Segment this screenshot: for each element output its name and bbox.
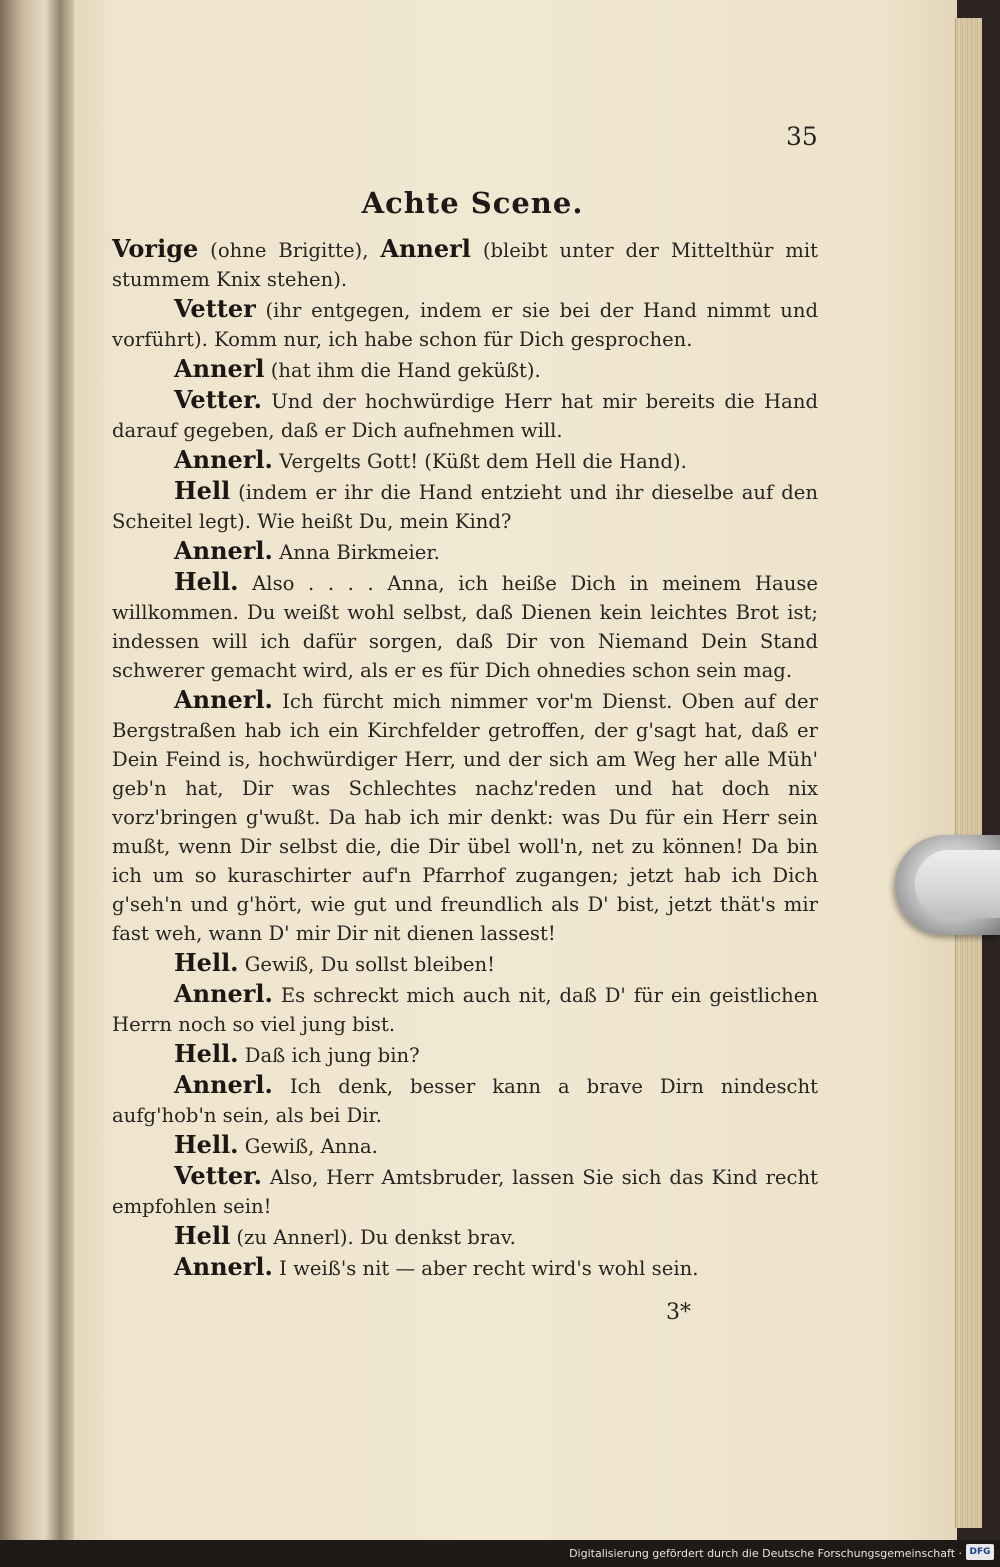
dialogue-text: Und der hochwürdige Herr hat mir bereits die Hand darauf gegeben, daß er Dich aufnehmen will. [112,390,818,442]
dialogue-line [112,536,818,567]
dialogue-line [112,1039,818,1070]
speaker-name: Annerl. [174,445,273,474]
play-text [112,234,818,1283]
dialogue-line [112,1221,818,1252]
page-clip [895,835,1000,935]
funding-credit: Digitalisierung gefördert durch die Deutsche Forschungsgemeinschaft · [569,1547,962,1560]
dialogue-line [112,385,818,445]
dialogue-text: (ohne Brigitte), [198,239,381,262]
dialogue-text: Anna Birkmeier. [272,541,440,564]
speaker-name: Annerl [380,234,471,263]
dialogue-text: Also, Herr Amtsbruder, lassen Sie sich das Kind recht empfohlen sein! [112,1166,818,1218]
dialogue-text: (bleibt unter der Mittelthür mit stummem Knix stehen). [112,239,818,291]
speaker-name: Vetter [174,294,256,323]
speaker-name: Annerl. [174,1252,273,1281]
dialogue-line [112,1130,818,1161]
dialogue-line [112,1161,818,1221]
dialogue-text: Ich fürcht mich nimmer vor'm Dienst. Oben auf der Bergstraßen hab ich ein Kirchfelder getroffen, der g'sagt hat, daß er Dein Feind is, hochwürdiger Herr, und der sich am Weg her alle Müh' geb'n hat, Dir was Schlechtes nachz'reden und hat doch nix vorz'bringen g'wußt. Da hab ich mir denkt: was Du für ein Herr sein mußt, wenn Dir selbst die, die Dir übel woll'n, net zu können! Da bin ich um so kuraschirter auf'n Pfarrhof zugangen; jetzt hab ich Dich g'seh'n und g'hört, wie gut und freundlich als D' bist, jetzt thät's mir fast weh, wann D' mir Dir nit dienen lassest! [112,690,818,945]
dialogue-text: Es schreckt mich auch nit, daß D' für ein geistlichen Herrn noch so viel jung bist. [112,984,818,1036]
speaker-name: Vorige [112,234,199,263]
speaker-name: Hell [174,1221,231,1250]
dialogue-text: Ich denk, besser kann a brave Dirn nindescht aufg'hob'n sein, als bei Dir. [112,1075,818,1127]
speaker-name: Annerl. [174,1070,273,1099]
dfg-logo-icon: DFG [966,1544,994,1560]
dialogue-text: I weiß's nit — aber recht wird's wohl sein. [272,1257,699,1280]
speaker-name: Vetter. [174,1161,262,1190]
dialogue-text: (ihr entgegen, indem er sie bei der Hand nimmt und vorführt). Komm nur, ich habe schon für Dich gesprochen. [112,299,818,351]
dialogue-line [112,445,818,476]
speaker-name: Hell. [174,948,239,977]
dialogue-text: (indem er ihr die Hand entzieht und ihr dieselbe auf den Scheitel legt). Wie heißt Du, mein Kind? [112,481,818,533]
dialogue-text: Also . . . . Anna, ich heiße Dich in meinem Hause willkommen. Du weißt wohl selbst, daß Dienen kein leichtes Brot ist; indessen will ich dafür sorgen, daß Dir von Niemand Dein Stand schwerer gemacht wird, als er es für Dich ohnedies schon sein mag. [112,572,818,682]
scene-title: Achte Scene. [361,186,584,220]
dialogue-line [112,476,818,536]
printer-signature: 3* [666,1300,691,1325]
speaker-name: Hell. [174,1039,239,1068]
dialogue-line [112,979,818,1039]
dialogue-line [112,1252,818,1283]
speaker-name: Hell. [174,1130,239,1159]
book-gutter [44,0,74,1540]
speaker-name: Hell. [174,567,239,596]
dialogue-line [112,1070,818,1130]
speaker-name: Vetter. [174,385,262,414]
dialogue-line [112,567,818,685]
dialogue-text: (hat ihm die Hand geküßt). [264,359,541,382]
page-clip-highlight [915,850,1000,918]
dialogue-text: Gewiß, Du sollst bleiben! [238,953,496,976]
speaker-name: Annerl. [174,685,273,714]
dialogue-text: Gewiß, Anna. [238,1135,378,1158]
dialogue-line [112,948,818,979]
speaker-name: Hell [174,476,231,505]
dialogue-text: (zu Annerl). Du denkst brav. [230,1226,516,1249]
dialogue-text: Vergelts Gott! (Küßt dem Hell die Hand). [272,450,687,473]
dialogue-line [112,354,818,385]
dialogue-line [112,685,818,948]
speaker-name: Annerl. [174,536,273,565]
page-edges [955,18,982,1528]
page-number: 35 [786,122,818,151]
dialogue-line [112,294,818,354]
stage-direction-entry [112,234,818,294]
dialogue-text: Daß ich jung bin? [238,1044,420,1067]
speaker-name: Annerl. [174,979,273,1008]
speaker-name: Annerl [174,354,265,383]
